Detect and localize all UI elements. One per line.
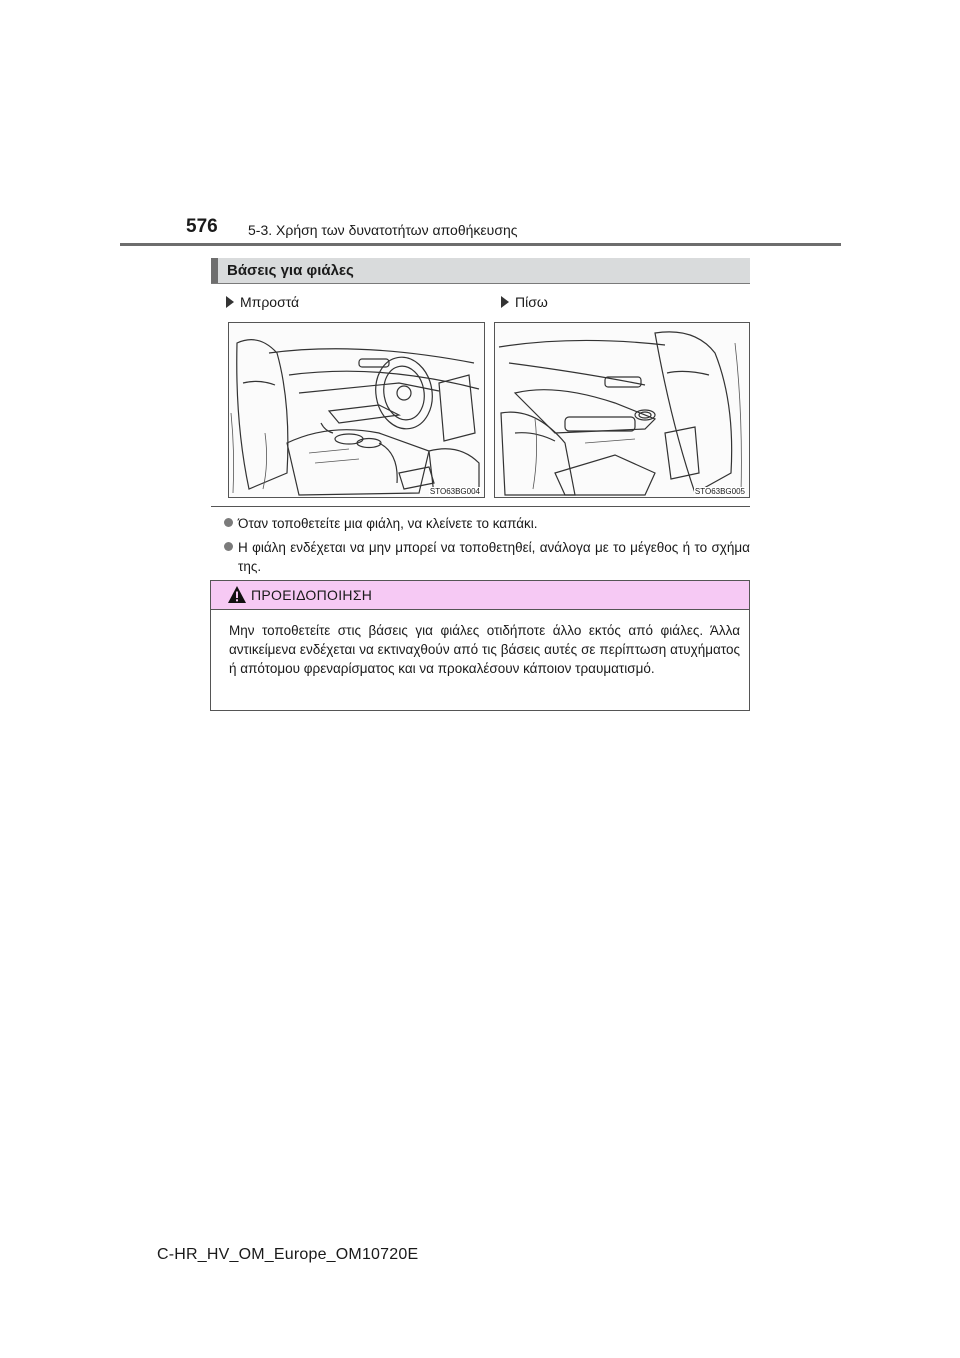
warning-header: [211, 581, 749, 610]
bullet-text: Η φιάλη ενδέχεται να μην μπορεί να τοποθετηθεί, ανάλογα με το μέγεθος ή το σχήμα της.: [238, 540, 750, 574]
header-rule: [120, 243, 841, 246]
subheading-front-label: Μπροστά: [240, 294, 300, 310]
bullet-item: [224, 538, 750, 576]
subheading-front: [226, 294, 299, 310]
warning-title: ΠΡΟΕΙΔΟΠΟΙΗΣΗ: [251, 587, 373, 603]
section-bar: [211, 258, 750, 284]
warning-triangle-icon: [227, 585, 247, 604]
figure-divider: [211, 506, 750, 507]
page-number: 576: [186, 216, 218, 237]
section-title: Βάσεις για φιάλες: [227, 262, 354, 279]
bullet-dot-icon: [224, 542, 233, 551]
figure-front: [228, 322, 485, 498]
figure-rear-code: STO63BG005: [694, 487, 745, 496]
warning-text: Μην τοποθετείτε στις βάσεις για φιάλες οτιδήποτε άλλο εκτός από φιάλες. Άλλα αντικείμενα ενδέχεται να εκτιναχθούν από τις βάσεις αυτές σε περίπτωση ατυχήματος ή απότομου φρεναρίσματος και να προκαλέσουν κάποιον τραυματισμό.: [229, 623, 740, 676]
figure-front-code: STO63BG004: [429, 487, 480, 496]
section-bar-accent: [211, 258, 218, 283]
warning-box: [210, 580, 750, 711]
triangle-right-icon: [501, 296, 509, 308]
bullet-dot-icon: [224, 518, 233, 527]
subheading-rear: [501, 294, 548, 310]
bullet-item: [224, 514, 750, 533]
bullet-text: Όταν τοποθετείτε μια φιάλη, να κλείνετε το καπάκι.: [238, 516, 538, 531]
figure-rear: [494, 322, 750, 498]
subheading-rear-label: Πίσω: [515, 294, 548, 310]
triangle-right-icon: [226, 296, 234, 308]
front-cabin-illustration: [229, 323, 484, 497]
chapter-title: 5-3. Χρήση των δυνατοτήτων αποθήκευσης: [248, 222, 518, 238]
footer-document-id: C-HR_HV_OM_Europe_OM10720E: [157, 1246, 419, 1263]
rear-cabin-illustration: [495, 323, 749, 497]
